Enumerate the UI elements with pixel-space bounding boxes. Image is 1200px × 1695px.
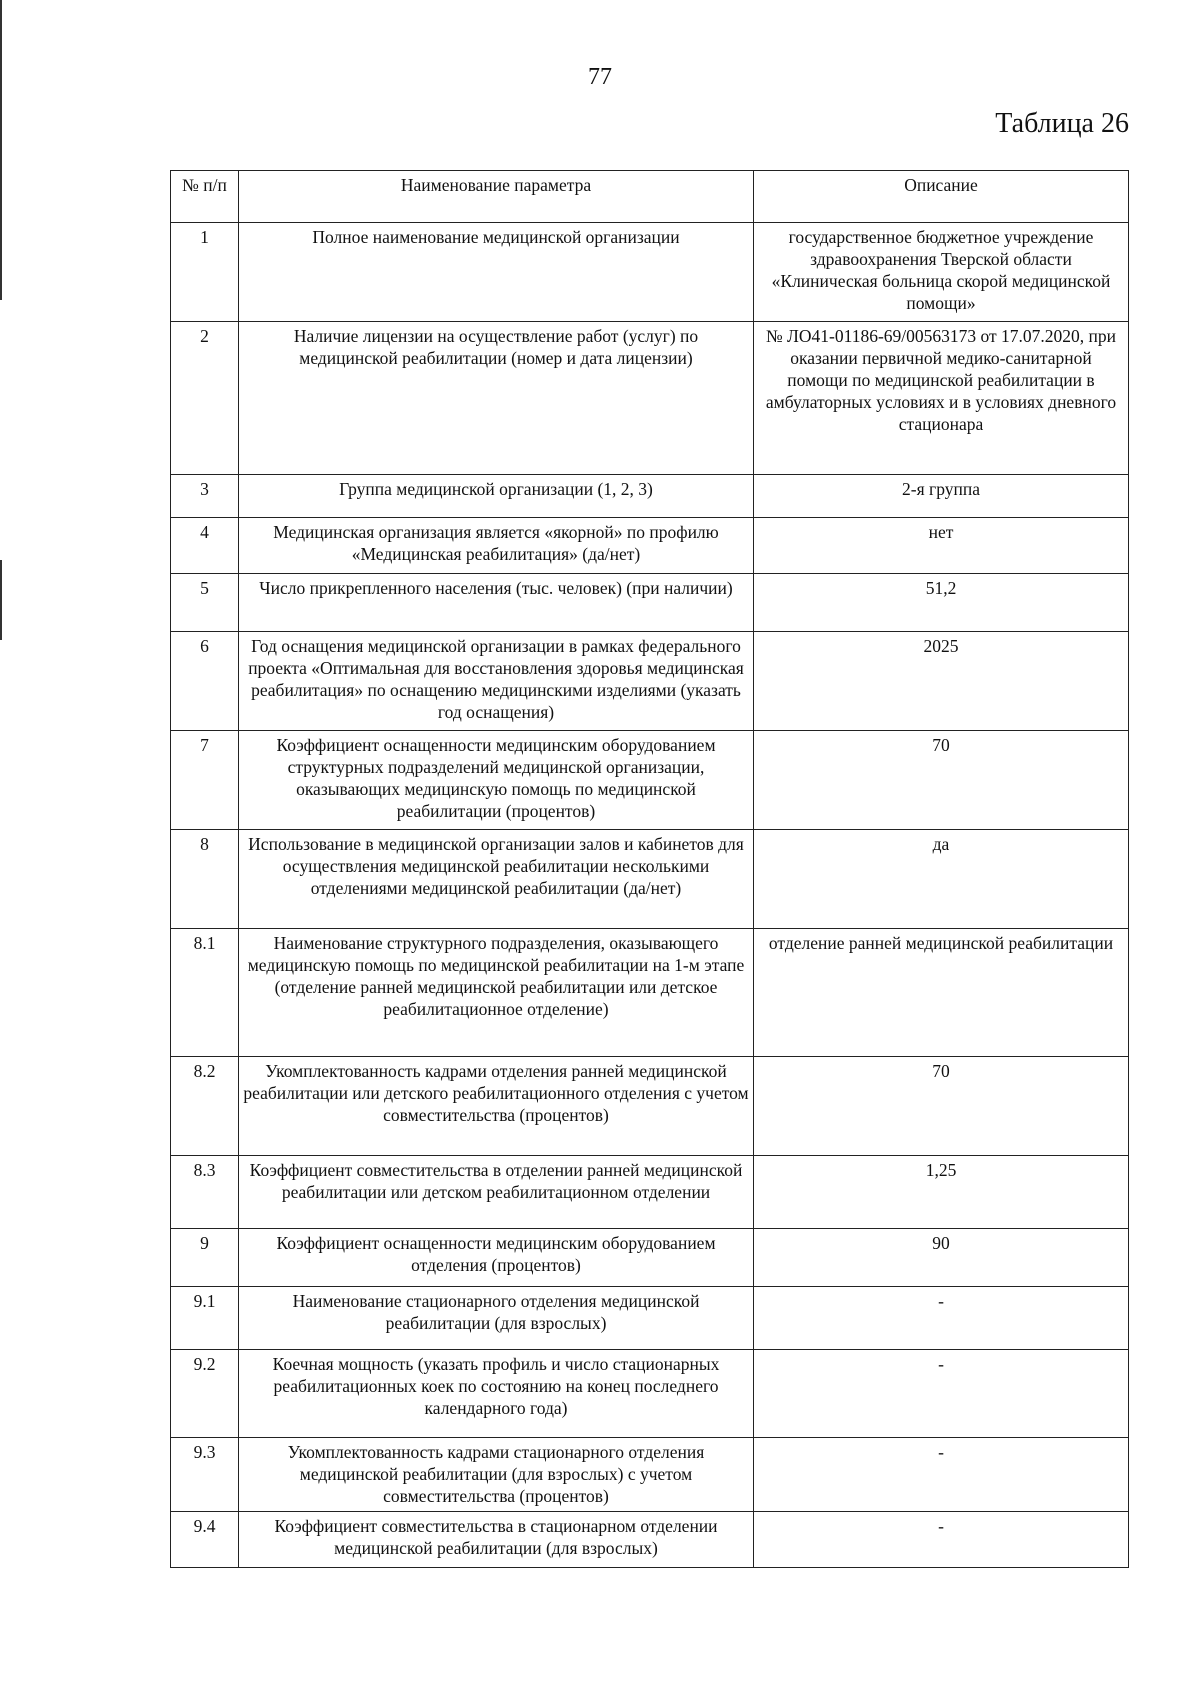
row-description: отделение ранней медицинской реабилитации [754,929,1129,1057]
table-row [171,929,1129,1057]
table-row [171,1438,1129,1512]
row-number: 9.2 [171,1350,239,1438]
table-row [171,1512,1129,1568]
row-number: 9.4 [171,1512,239,1568]
table-row [171,475,1129,518]
table-row [171,1229,1129,1287]
row-number: 4 [171,518,239,574]
row-number: 1 [171,223,239,322]
row-description: № ЛО41-01186-69/00563173 от 17.07.2020, при оказании первичной медико-санитарной помощи по медицинской реабилитации в амбулаторных условиях и в условиях дневного стационара [754,322,1129,475]
row-parameter: Год оснащения медицинской организации в рамках федерального проекта «Оптимальная для восстановления здоровья медицинская реабилитация» по оснащению медицинскими изделиями (указать год оснащения) [239,632,754,731]
row-number: 3 [171,475,239,518]
row-number: 6 [171,632,239,731]
header-parameter: Наименование параметра [239,171,754,223]
page-number: 77 [588,64,612,90]
table-row [171,223,1129,322]
row-number: 7 [171,731,239,830]
table-row [171,574,1129,632]
row-description: государственное бюджетное учреждение здравоохранения Тверской области «Клиническая больница скорой медицинской помощи» [754,223,1129,322]
row-description: - [754,1350,1129,1438]
table-row [171,1287,1129,1350]
row-description: - [754,1438,1129,1512]
row-number: 9.3 [171,1438,239,1512]
table-row [171,830,1129,929]
row-parameter: Коэффициент совместительства в отделении ранней медицинской реабилитации или детском реабилитационном отделении [239,1156,754,1229]
parameters-table [170,170,1129,1568]
table-caption: Таблица 26 [995,108,1129,139]
row-number: 8.2 [171,1057,239,1156]
row-parameter: Число прикрепленного населения (тыс. человек) (при наличии) [239,574,754,632]
row-description: - [754,1287,1129,1350]
row-parameter: Коэффициент оснащенности медицинским оборудованием отделения (процентов) [239,1229,754,1287]
row-parameter: Группа медицинской организации (1, 2, 3) [239,475,754,518]
table-row [171,322,1129,475]
table-row [171,1156,1129,1229]
row-number: 5 [171,574,239,632]
scan-edge-line [0,0,2,300]
row-description: 2-я группа [754,475,1129,518]
row-number: 9 [171,1229,239,1287]
row-description: 70 [754,1057,1129,1156]
header-number: № п/п [171,171,239,223]
table-row [171,1057,1129,1156]
row-description: 51,2 [754,574,1129,632]
row-description: да [754,830,1129,929]
row-parameter: Использование в медицинской организации залов и кабинетов для осуществления медицинской реабилитации несколькими отделениями медицинской реабилитации (да/нет) [239,830,754,929]
row-parameter: Наличие лицензии на осуществление работ (услуг) по медицинской реабилитации (номер и дата лицензии) [239,322,754,475]
row-parameter: Укомплектованность кадрами отделения ранней медицинской реабилитации или детского реабилитационного отделения с учетом совместительства (процентов) [239,1057,754,1156]
row-parameter: Коэффициент совместительства в стационарном отделении медицинской реабилитации (для взрослых) [239,1512,754,1568]
row-parameter: Наименование структурного подразделения, оказывающего медицинскую помощь по медицинской реабилитации на 1-м этапе (отделение ранней медицинской реабилитации или детское реабилитационное отделение) [239,929,754,1057]
row-number: 8.1 [171,929,239,1057]
row-parameter: Укомплектованность кадрами стационарного отделения медицинской реабилитации (для взрослых) с учетом совместительства (процентов) [239,1438,754,1512]
header-description: Описание [754,171,1129,223]
row-description: 90 [754,1229,1129,1287]
row-parameter: Полное наименование медицинской организации [239,223,754,322]
scan-edge-line [0,560,2,640]
table-row [171,731,1129,830]
row-description: 70 [754,731,1129,830]
table-row [171,518,1129,574]
row-parameter: Коэффициент оснащенности медицинским оборудованием структурных подразделений медицинской организации, оказывающих медицинскую помощь по медицинской реабилитации (процентов) [239,731,754,830]
row-number: 9.1 [171,1287,239,1350]
row-parameter: Медицинская организация является «якорной» по профилю «Медицинская реабилитация» (да/нет) [239,518,754,574]
table-row [171,1350,1129,1438]
row-number: 8 [171,830,239,929]
row-parameter: Коечная мощность (указать профиль и число стационарных реабилитационных коек по состоянию на конец последнего календарного года) [239,1350,754,1438]
row-description: нет [754,518,1129,574]
table-header-row [171,171,1129,223]
table-row [171,632,1129,731]
row-description: - [754,1512,1129,1568]
row-description: 2025 [754,632,1129,731]
row-number: 2 [171,322,239,475]
row-parameter: Наименование стационарного отделения медицинской реабилитации (для взрослых) [239,1287,754,1350]
row-number: 8.3 [171,1156,239,1229]
row-description: 1,25 [754,1156,1129,1229]
